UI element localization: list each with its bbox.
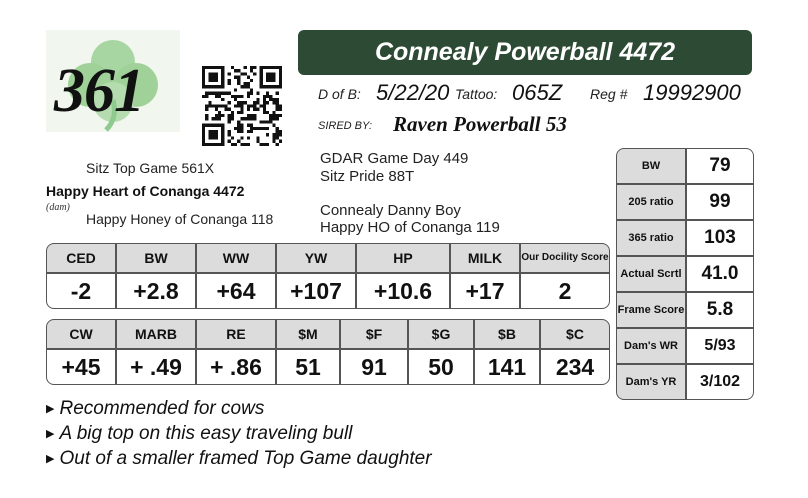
birth-date: 5/22/20 bbox=[376, 80, 450, 105]
list-item bbox=[46, 448, 432, 473]
side-value-dam-wr: 5/93 bbox=[686, 328, 754, 364]
maternal-granddam: Happy Honey of Conanga 118 bbox=[86, 211, 274, 227]
epd-value-milk: +17 bbox=[450, 273, 520, 309]
epd-value-ced: -2 bbox=[46, 273, 116, 309]
animal-name: Connealy Powerball 4472 bbox=[374, 38, 676, 66]
note-text: A big top on this easy traveling bull bbox=[59, 423, 353, 444]
side-value-dam-yr: 3/102 bbox=[686, 364, 754, 400]
epd-value-b: 141 bbox=[474, 349, 540, 385]
side-value-205: 99 bbox=[686, 184, 754, 220]
epd-header: CW bbox=[46, 319, 116, 349]
reg-label: Reg # bbox=[590, 86, 628, 102]
notes-list bbox=[46, 398, 432, 473]
epd-value-g: 50 bbox=[408, 349, 474, 385]
epd-header: MILK bbox=[450, 243, 520, 273]
epd-header: YW bbox=[276, 243, 356, 273]
side-value-scrotal: 41.0 bbox=[686, 256, 754, 292]
dam-name: Happy Heart of Conanga 4472 bbox=[46, 183, 245, 199]
epd-header: HP bbox=[356, 243, 450, 273]
list-item bbox=[46, 423, 432, 448]
sire-dam: Happy HO of Conanga 119 bbox=[320, 219, 500, 236]
epd-table-2 bbox=[46, 319, 610, 385]
epd-value-yw: +107 bbox=[276, 273, 356, 309]
birth-label: D of B: bbox=[318, 86, 361, 102]
note-text: Out of a smaller framed Top Game daughter bbox=[59, 448, 432, 469]
triangle-right-icon: ▶ bbox=[46, 428, 55, 440]
side-value-bw: 79 bbox=[686, 148, 754, 184]
sire-sire: GDAR Game Day 449 bbox=[320, 150, 469, 167]
side-label: BW bbox=[616, 148, 686, 184]
epd-header: RE bbox=[196, 319, 276, 349]
dam-label: (dam) bbox=[46, 202, 70, 213]
epd-header: CED bbox=[46, 243, 116, 273]
epd-header: $G bbox=[408, 319, 474, 349]
tattoo-value: 065Z bbox=[512, 80, 563, 105]
epd-value-re: + .86 bbox=[196, 349, 276, 385]
triangle-right-icon: ▶ bbox=[46, 403, 55, 415]
epd-header: $M bbox=[276, 319, 340, 349]
epd-header: $F bbox=[340, 319, 408, 349]
sire-dam-sire: Connealy Danny Boy bbox=[320, 202, 461, 219]
side-label: Frame Score bbox=[616, 292, 686, 328]
epd-value-f: 91 bbox=[340, 349, 408, 385]
side-label: Dam's WR bbox=[616, 328, 686, 364]
epd-header-docility: Our Docility Score bbox=[520, 243, 610, 273]
performance-table bbox=[616, 148, 754, 400]
epd-value-hp: +10.6 bbox=[356, 273, 450, 309]
triangle-right-icon: ▶ bbox=[46, 453, 55, 465]
maternal-grandsire: Sitz Top Game 561X bbox=[86, 160, 215, 176]
sire-sire-dam: Sitz Pride 88T bbox=[320, 168, 415, 185]
side-label: Actual Scrtl bbox=[616, 256, 686, 292]
sire-label: SIRED BY: bbox=[318, 120, 372, 132]
epd-value-ww: +64 bbox=[196, 273, 276, 309]
epd-header: MARB bbox=[116, 319, 196, 349]
side-value-365: 103 bbox=[686, 220, 754, 256]
side-label: 365 ratio bbox=[616, 220, 686, 256]
sire-name: Raven Powerball 53 bbox=[393, 112, 567, 136]
lot-number: 361 bbox=[54, 57, 144, 125]
epd-header: BW bbox=[116, 243, 196, 273]
epd-value-m: 51 bbox=[276, 349, 340, 385]
title-bar bbox=[298, 30, 752, 75]
tattoo-label: Tattoo: bbox=[455, 86, 498, 102]
epd-header: WW bbox=[196, 243, 276, 273]
epd-value-marb: + .49 bbox=[116, 349, 196, 385]
epd-value-c: 234 bbox=[540, 349, 610, 385]
reg-number: 19992900 bbox=[643, 80, 741, 105]
side-label: 205 ratio bbox=[616, 184, 686, 220]
epd-value-cw: +45 bbox=[46, 349, 116, 385]
lot-logo bbox=[46, 30, 180, 132]
qr-code-icon[interactable] bbox=[202, 66, 282, 146]
note-text: Recommended for cows bbox=[59, 398, 265, 419]
epd-table-1 bbox=[46, 243, 610, 309]
side-label: Dam's YR bbox=[616, 364, 686, 400]
list-item bbox=[46, 398, 432, 423]
epd-header: $B bbox=[474, 319, 540, 349]
side-value-frame: 5.8 bbox=[686, 292, 754, 328]
epd-header: $C bbox=[540, 319, 610, 349]
epd-value-docility: 2 bbox=[520, 273, 610, 309]
epd-value-bw: +2.8 bbox=[116, 273, 196, 309]
